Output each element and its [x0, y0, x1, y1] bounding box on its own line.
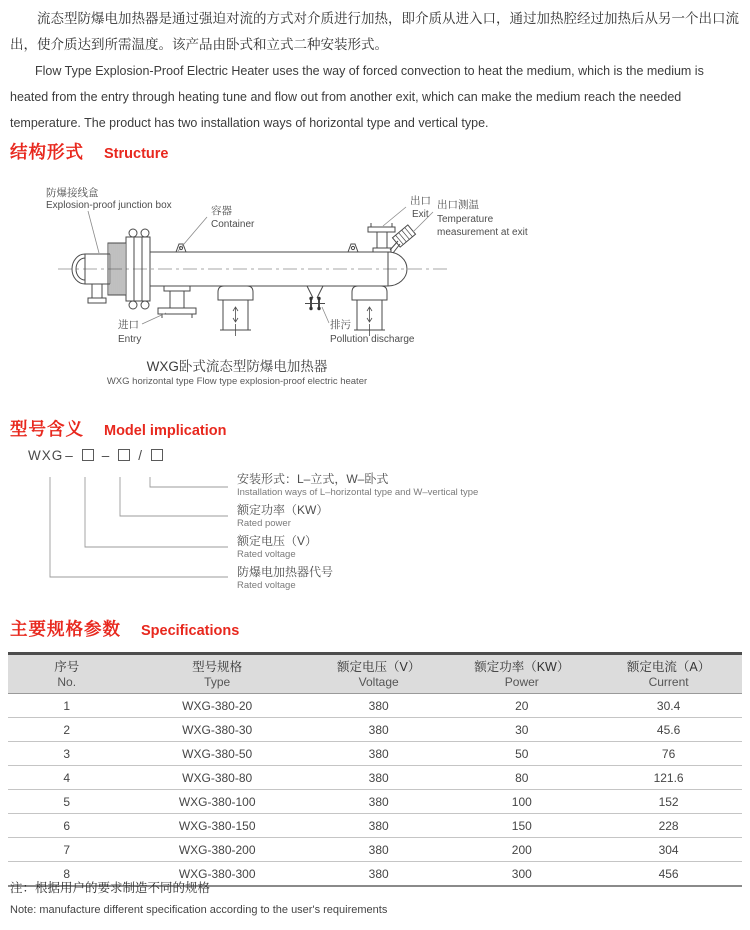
- header-cn: 额定功率（KW）: [474, 660, 570, 674]
- table-cell: 304: [595, 838, 742, 862]
- header-en: Power: [504, 675, 539, 689]
- header-en: No.: [57, 675, 77, 689]
- model-branch-power: [237, 503, 328, 529]
- support-right: [352, 286, 387, 336]
- branch-label-cn: 额定功率（KW）: [237, 503, 329, 517]
- branch-label-en: Rated voltage: [237, 580, 296, 591]
- note-en: Note: manufacture different specification according to the user's requirements: [10, 904, 388, 916]
- table-cell: 152: [595, 790, 742, 814]
- diagram-caption-cn: WXG卧式流态型防爆电加热器: [146, 359, 328, 374]
- header-cn: 额定电压（V）: [336, 660, 421, 674]
- exit-nozzle: [368, 223, 395, 252]
- table-cell: 4: [8, 766, 125, 790]
- header-no: [8, 654, 125, 694]
- table-cell: WXG-380-150: [125, 814, 309, 838]
- intro-paragraph-cn: 流态型防爆电加热器是通过强迫对流的方式对介质进行加热，即介质从进入口，通过加热腔经过加热后从另一个出口流出，使介质达到所需温度。该产品由卧式和立式二种安装形式。: [10, 11, 739, 52]
- diagram-caption-en: WXG horizontal type Flow type explosion-proof electric heater: [106, 376, 368, 387]
- table-cell: WXG-380-50: [125, 742, 309, 766]
- table-cell: 380: [309, 766, 448, 790]
- header-cn: 额定电流（A）: [626, 660, 711, 674]
- table-cell: 30.4: [595, 694, 742, 718]
- header-current: [595, 654, 742, 694]
- model-prefix: WXG: [28, 448, 64, 463]
- table-row: [8, 790, 742, 814]
- header-en: Current: [648, 675, 689, 689]
- label-junction-box-en: Explosion-proof junction box: [46, 200, 172, 211]
- table-cell: 8: [63, 866, 71, 881]
- lifting-lug-right: [348, 244, 358, 252]
- header-en: Type: [204, 675, 231, 689]
- header-type: [125, 654, 309, 694]
- section-header-model: [10, 416, 226, 441]
- label-junction-box-cn: 防爆接线盒: [46, 187, 99, 199]
- table-cell: 380: [309, 718, 448, 742]
- label-container-cn: 容器: [211, 205, 232, 217]
- section-title-cn: 结构形式: [10, 142, 84, 162]
- table-row: [8, 838, 742, 862]
- table-cell: 6: [8, 814, 125, 838]
- table-cell: 200: [448, 838, 595, 862]
- section-header-structure: [10, 139, 168, 164]
- table-cell: 380: [309, 742, 448, 766]
- table-cell: WXG-380-200: [125, 838, 309, 862]
- label-entry-cn: 进口: [118, 319, 139, 331]
- table-cell: 380: [309, 814, 448, 838]
- table-cell: 300: [511, 866, 532, 881]
- table-cell: WXG-380-30: [125, 718, 309, 742]
- label-drain-cn: 排污: [330, 319, 351, 331]
- temp-sensor: [390, 225, 416, 253]
- header-power: [448, 654, 595, 694]
- label-exit-en: Exit: [412, 209, 429, 220]
- branch-label-en: Installation ways of L–horizontal type and W–vertical type: [237, 487, 479, 498]
- section-title-cn: 型号含义: [10, 419, 84, 439]
- table-cell: WXG-380-300: [178, 866, 256, 881]
- table-cell: 2: [8, 718, 125, 742]
- table-cell: 76: [595, 742, 742, 766]
- label-drain-en: Pollution discharge: [330, 334, 415, 345]
- section-title-en: Structure: [104, 146, 169, 162]
- section-title-en: Model implication: [104, 423, 227, 439]
- label-temp-en1: Temperature: [437, 214, 494, 225]
- table-cell: 20: [448, 694, 595, 718]
- table-cell: 380: [309, 694, 448, 718]
- table-cell: WXG-380-100: [125, 790, 309, 814]
- entry-nozzle: [158, 286, 196, 318]
- table-cell: 30: [448, 718, 595, 742]
- junction-box-foot: [92, 284, 102, 298]
- table-cell: 45.6: [595, 718, 742, 742]
- table-cell: 228: [595, 814, 742, 838]
- table-cell: 50: [448, 742, 595, 766]
- table-cell: WXG-380-20: [125, 694, 309, 718]
- label-container-en: Container: [211, 219, 255, 230]
- branch-label-cn: 防爆电加热器代号: [237, 565, 334, 579]
- table-row: [8, 766, 742, 790]
- table-row: [8, 718, 742, 742]
- table-cell: 5: [8, 790, 125, 814]
- branch-label-cn: 额定电压（V）: [237, 534, 318, 548]
- table-row: [8, 742, 742, 766]
- label-temp-en2: measurement at exit: [437, 227, 528, 238]
- table-row: [8, 814, 742, 838]
- table-cell: 380: [309, 838, 448, 862]
- model-implication: [0, 440, 750, 612]
- table-row: [8, 694, 742, 718]
- table-cell: WXG-380-80: [125, 766, 309, 790]
- specs-table: [8, 652, 742, 887]
- table-cell: 7: [8, 838, 125, 862]
- note-cn: 注：根据用户的要求制造不同的规格: [10, 881, 211, 895]
- branch-label-en: Rated voltage: [237, 549, 296, 560]
- table-cell: 456: [658, 866, 679, 881]
- model-dash-1: –: [65, 448, 74, 463]
- table-cell: 121.6: [595, 766, 742, 790]
- header-cn: 序号: [54, 660, 80, 674]
- label-entry-en: Entry: [118, 334, 142, 345]
- header-voltage: [309, 654, 448, 694]
- leader-lines: [88, 207, 433, 324]
- drain-valve: [305, 286, 325, 310]
- section-header-specs: [10, 616, 239, 641]
- note-block: [10, 880, 740, 916]
- table-cell: 150: [448, 814, 595, 838]
- specs-table-header: [8, 654, 742, 694]
- model-branch-voltage: [237, 534, 317, 560]
- table-cell: 3: [8, 742, 125, 766]
- branch-label-en: Rated power: [237, 518, 291, 529]
- table-cell: 80: [448, 766, 595, 790]
- branch-label-cn: 安装形式：L–立式，W–卧式: [237, 472, 389, 486]
- label-exit-cn: 出口: [410, 195, 431, 207]
- section-title-en: Specifications: [141, 623, 240, 639]
- model-dash-2: –: [101, 448, 111, 463]
- header-en: Voltage: [358, 675, 399, 689]
- model-slash: /: [138, 448, 144, 463]
- model-branch-lines: [0, 440, 750, 612]
- model-branch-code: [237, 565, 333, 591]
- section-title-cn: 主要规格参数: [10, 619, 121, 639]
- table-cell: 100: [448, 790, 595, 814]
- header-cn: 型号规格: [192, 660, 243, 674]
- junction-box-foot-flange: [88, 298, 106, 303]
- intro-block: [10, 6, 742, 136]
- table-cell: 380: [309, 790, 448, 814]
- label-temp-cn: 出口测温: [437, 199, 479, 211]
- table-cell: 1: [8, 694, 125, 718]
- intro-paragraph-en: Flow Type Explosion-Proof Electric Heater uses the way of forced convection to heat the medium, which is the medium is heated from the entry through heating tune and flow out from another exit, which can make the medium reach the needed temperature. The product has two installation ways of horizontal type and vertical type.: [10, 64, 704, 130]
- table-cell: 380: [368, 866, 389, 881]
- heater-structure-diagram: [0, 175, 750, 390]
- junction-box: [72, 254, 110, 303]
- model-branch-installation: [237, 472, 478, 498]
- support-left: [218, 286, 253, 336]
- specs-table-body: [8, 694, 742, 887]
